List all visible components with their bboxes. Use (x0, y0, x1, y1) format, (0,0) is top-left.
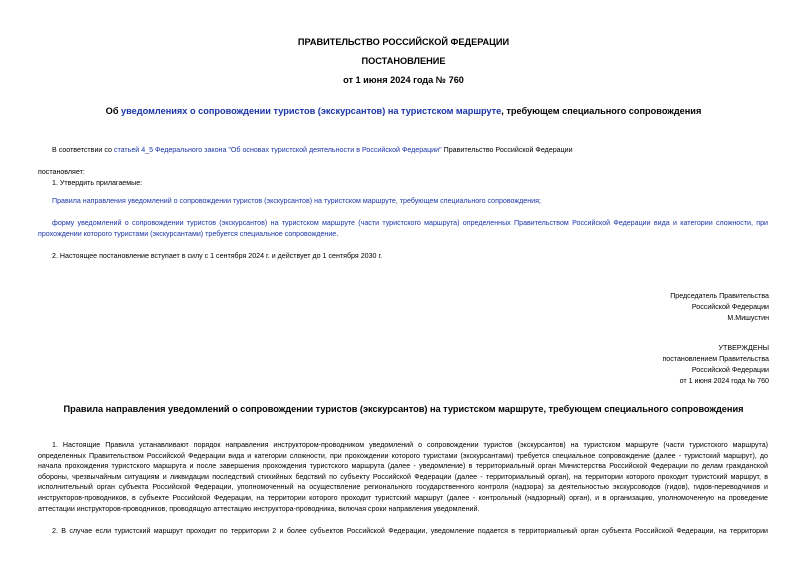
rules-paragraph-2 (38, 526, 768, 537)
p1-line: определенных Правительством Российской Федерации вида и категории сложности, при прохождении которого туристами (экскурсантами) требуется специальное сопровождение (далее - туристский маршрут), до (38, 451, 768, 460)
government-name: ПРАВИТЕЛЬСТВО РОССИЙСКОЙ ФЕДЕРАЦИИ (297, 37, 510, 47)
rules-link[interactable]: Правила направления уведомлений о сопровождении туристов (экскурсантов) на туристском маршруте, требующем специального сопровождения; (52, 197, 541, 205)
rules-paragraph-1 (38, 440, 768, 514)
form-link-block (52, 218, 768, 228)
document-type: ПОСТАНОВЛЕНИЕ (361, 56, 446, 66)
federal-law-link[interactable]: статьей 4_5 Федерального закона "Об основах туристской деятельности в Российской Федерации" (113, 146, 442, 154)
preamble (52, 145, 573, 155)
title-link[interactable]: уведомлениях о сопровождении туристов (экскурсантов) на туристском маршруте (121, 106, 502, 116)
decree-item-1: 1. Утвердить прилагаемые: (52, 179, 143, 187)
p1-line: 1. Настоящие Правила устанавливают порядок направления инструктором-проводником уведомлений о сопровождении туристов (экскурсантов) на туристском маршруте (части туристского маршрута) (52, 441, 768, 449)
document-date-number: от 1 июня 2024 года № 760 (343, 75, 464, 85)
title-suffix: , требующем специального сопровождения (501, 106, 702, 116)
approved-by: постановлением Правительства (662, 355, 769, 363)
document-title (0, 106, 807, 116)
p1-line: инструкторов-проводников, в субъекте Российской Федерации, на территории которого проходит туристский маршрут (далее - контрольный (надзорный) орган), и в организацию, уполномоченную на проведение (38, 493, 768, 502)
approved-label: УТВЕРЖДЕНЫ (718, 344, 769, 352)
form-link-line-2-wrap (38, 229, 338, 239)
rules-title: Правила направления уведомлений о сопровождении туристов (экскурсантов) на туристском маршруте, требующем специального сопровождения (63, 404, 744, 414)
approved-country: Российской Федерации (691, 366, 769, 374)
resolves-text: постановляет: (38, 168, 85, 176)
approved-date: от 1 июня 2024 года № 760 (679, 377, 769, 385)
form-link-end: . (336, 230, 339, 238)
form-link-line-2[interactable]: прохождении которого туристами (экскурсантами) требуется специальное сопровождение (38, 230, 337, 238)
p1-line: аттестации инструкторов-проводников, проводящую аттестацию инструктора-проводника, включая сроки направления уведомлений. (38, 504, 480, 513)
title-prefix: Об (105, 106, 122, 116)
decree-item-2: 2. Настоящее постановление вступает в силу с 1 сентября 2024 г. и действует до 1 сентября 2030 г. (52, 252, 383, 260)
form-link-line-1[interactable]: форму уведомлений о сопровождении туристов (экскурсантов) на туристском маршруте (части туристского маршрута) определенных Правительством Российской Федерации вида и категории сложности, при (52, 219, 768, 227)
p1-line: начала прохождения туристского маршрута и после завершения прохождения туристского маршрута (далее - уведомление) в территориальный орган Министерства Российской Федерации по делам гражданской (38, 462, 768, 471)
p2-line: 2. В случае если туристский маршрут проходит по территории 2 и более субъектов Российской Федерации, уведомление подается в территориальный орган субъекта Российской Федерации, на территории (52, 527, 768, 535)
p1-line: исполнительный орган субъекта Российской Федерации, уполномоченный на осуществление регионального государственного контроля (надзора) за деятельностью экскурсоводов (гидов), гидов-переводчиков и (38, 483, 768, 492)
preamble-suffix: Правительство Российской Федерации (441, 146, 573, 154)
signature-name: М.Мишустин (727, 314, 769, 322)
p1-line: обороны, чрезвычайным ситуациям и ликвидации последствий стихийных бедствий по субъекту Российской Федерации (далее - территориальный орган), на территории которого проходит туристский маршрут, в (38, 472, 768, 481)
preamble-prefix: В соответствии со (52, 146, 114, 154)
signature-position: Председатель Правительства (670, 292, 769, 300)
signature-country: Российской Федерации (691, 303, 769, 311)
